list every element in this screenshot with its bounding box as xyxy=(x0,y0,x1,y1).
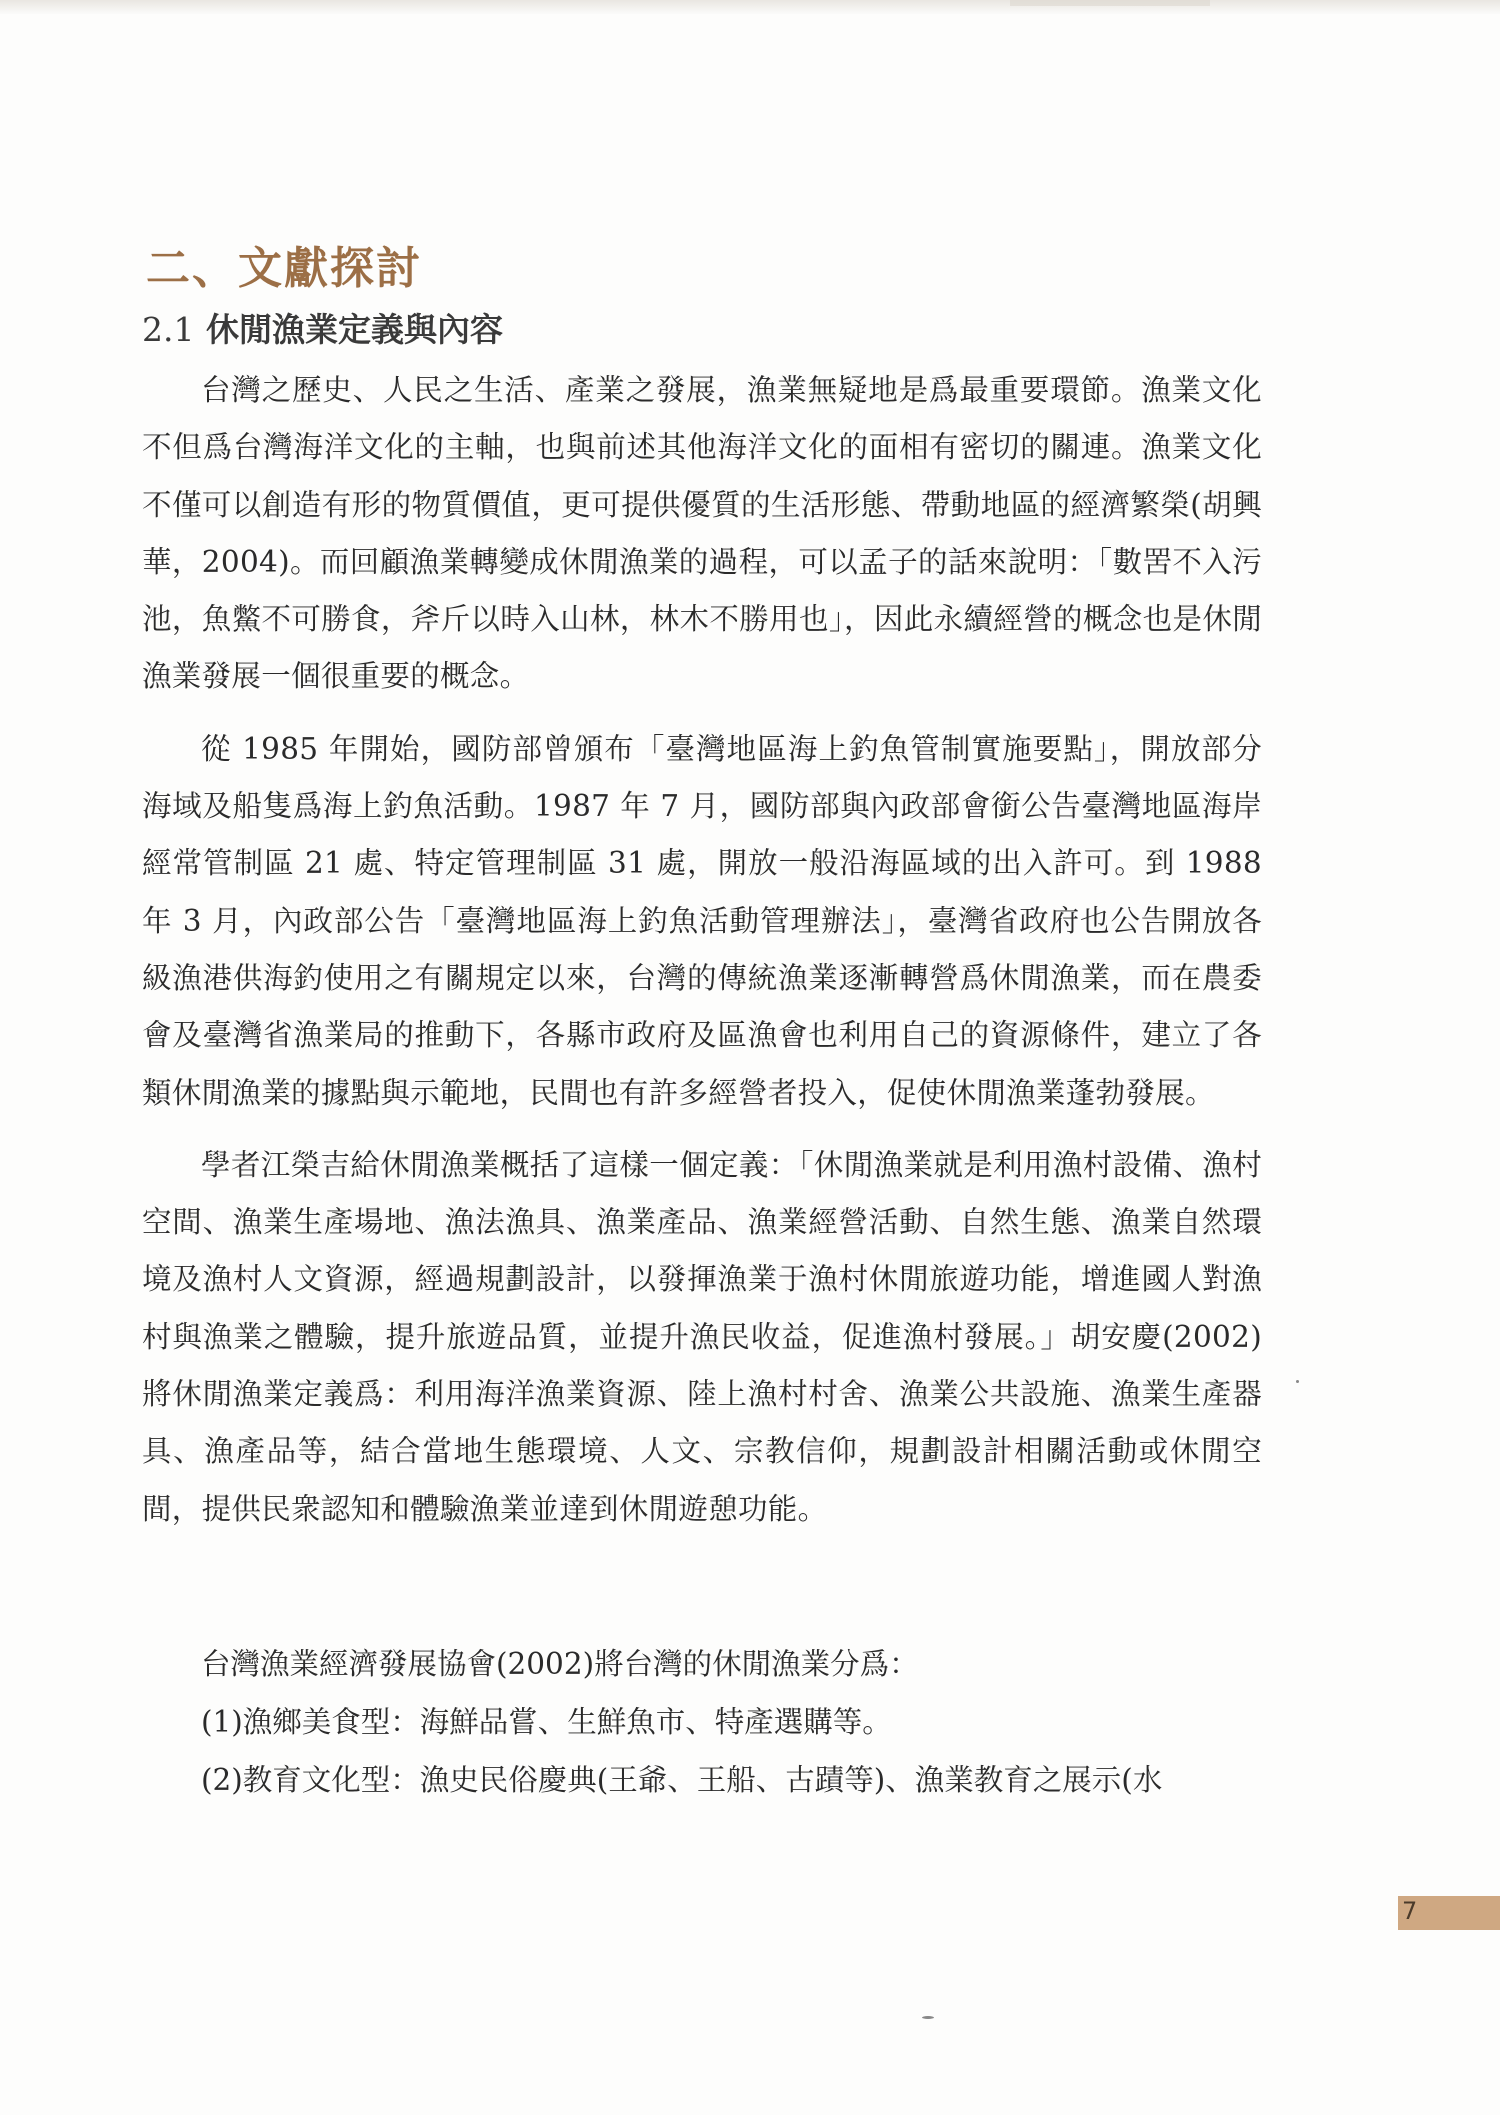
section-title: 二、文獻探討 xyxy=(146,243,422,294)
scan-speck xyxy=(1296,1380,1299,1383)
page-top-edge xyxy=(0,0,1500,14)
subsection-title xyxy=(142,304,503,351)
subsection-number: 2.1 xyxy=(142,310,195,349)
top-print-mark xyxy=(1010,0,1210,6)
classification-intro: 台灣漁業經濟發展協會(2002)將台灣的休閒漁業分爲： xyxy=(201,1647,919,1681)
list-item: (2)教育文化型：漁史民俗慶典(王爺、王船、古蹟等)、漁業教育之展示(水 xyxy=(201,1763,1163,1797)
classification-list xyxy=(142,1636,1262,1809)
scan-speck xyxy=(922,2016,934,2019)
paragraph: 從 1985 年開始，國防部曾頒布「臺灣地區海上釣魚管制實施要點」，開放部分海域及船隻爲海上釣魚活動。1987 年 7 月，國防部與內政部會銜公告臺灣地區海岸經常管制區 21 處、特定管理制區 31 處，開放一般沿海區域的出入許可。到 1988 年 3 月，內政部公告「臺灣地區海上釣魚活動管理辦法」，臺灣省政府也公告開放各級漁港供海釣使用之有關規定以來，台灣的傳統漁業逐漸轉營爲休閒漁業，而在農委會及臺灣省漁業局的推動下，各縣市政府及區漁會也利用自己的資源條件，建立了各類休閒漁業的據點與示範地，民間也有許多經營者投入，促使休閒漁業蓬勃發展。 xyxy=(142,731,1262,1110)
list-item: (1)漁鄉美食型：海鮮品嘗、生鮮魚市、特產選購等。 xyxy=(201,1705,892,1739)
subsection-heading-text: 休閒漁業定義與內容 xyxy=(205,310,503,349)
page-number: 7 xyxy=(1402,1897,1418,1925)
body-text xyxy=(142,362,1262,1538)
paragraph: 台灣之歷史、人民之生活、產業之發展，漁業無疑地是爲最重要環節。漁業文化不但爲台灣海洋文化的主軸，也與前述其他海洋文化的面相有密切的關連。漁業文化不僅可以創造有形的物質價值，更可提供優質的生活形態、帶動地區的經濟繁榮(胡興華，2004)。而回顧漁業轉變成休閒漁業的過程，可以孟子的話來說明：「數罟不入污池，魚鱉不可勝食，斧斤以時入山林，林木不勝用也」，因此永續經營的概念也是休閒漁業發展一個很重要的概念。 xyxy=(142,373,1262,694)
paragraph: 學者江榮吉給休閒漁業概括了這樣一個定義：「休閒漁業就是利用漁村設備、漁村空間、漁業生產場地、漁法漁具、漁業產品、漁業經營活動、自然生態、漁業自然環境及漁村人文資源，經過規劃設計，以發揮漁業于漁村休閒旅遊功能，增進國人對漁村與漁業之體驗，提升旅遊品質，並提升漁民收益，促進漁村發展。」胡安慶(2002)將休閒漁業定義爲：利用海洋漁業資源、陸上漁村村舍、漁業公共設施、漁業生產器具、漁產品等，結合當地生態環境、人文、宗教信仰，規劃設計相關活動或休閒空間，提供民衆認知和體驗漁業並達到休閒遊憩功能。 xyxy=(142,1147,1262,1526)
